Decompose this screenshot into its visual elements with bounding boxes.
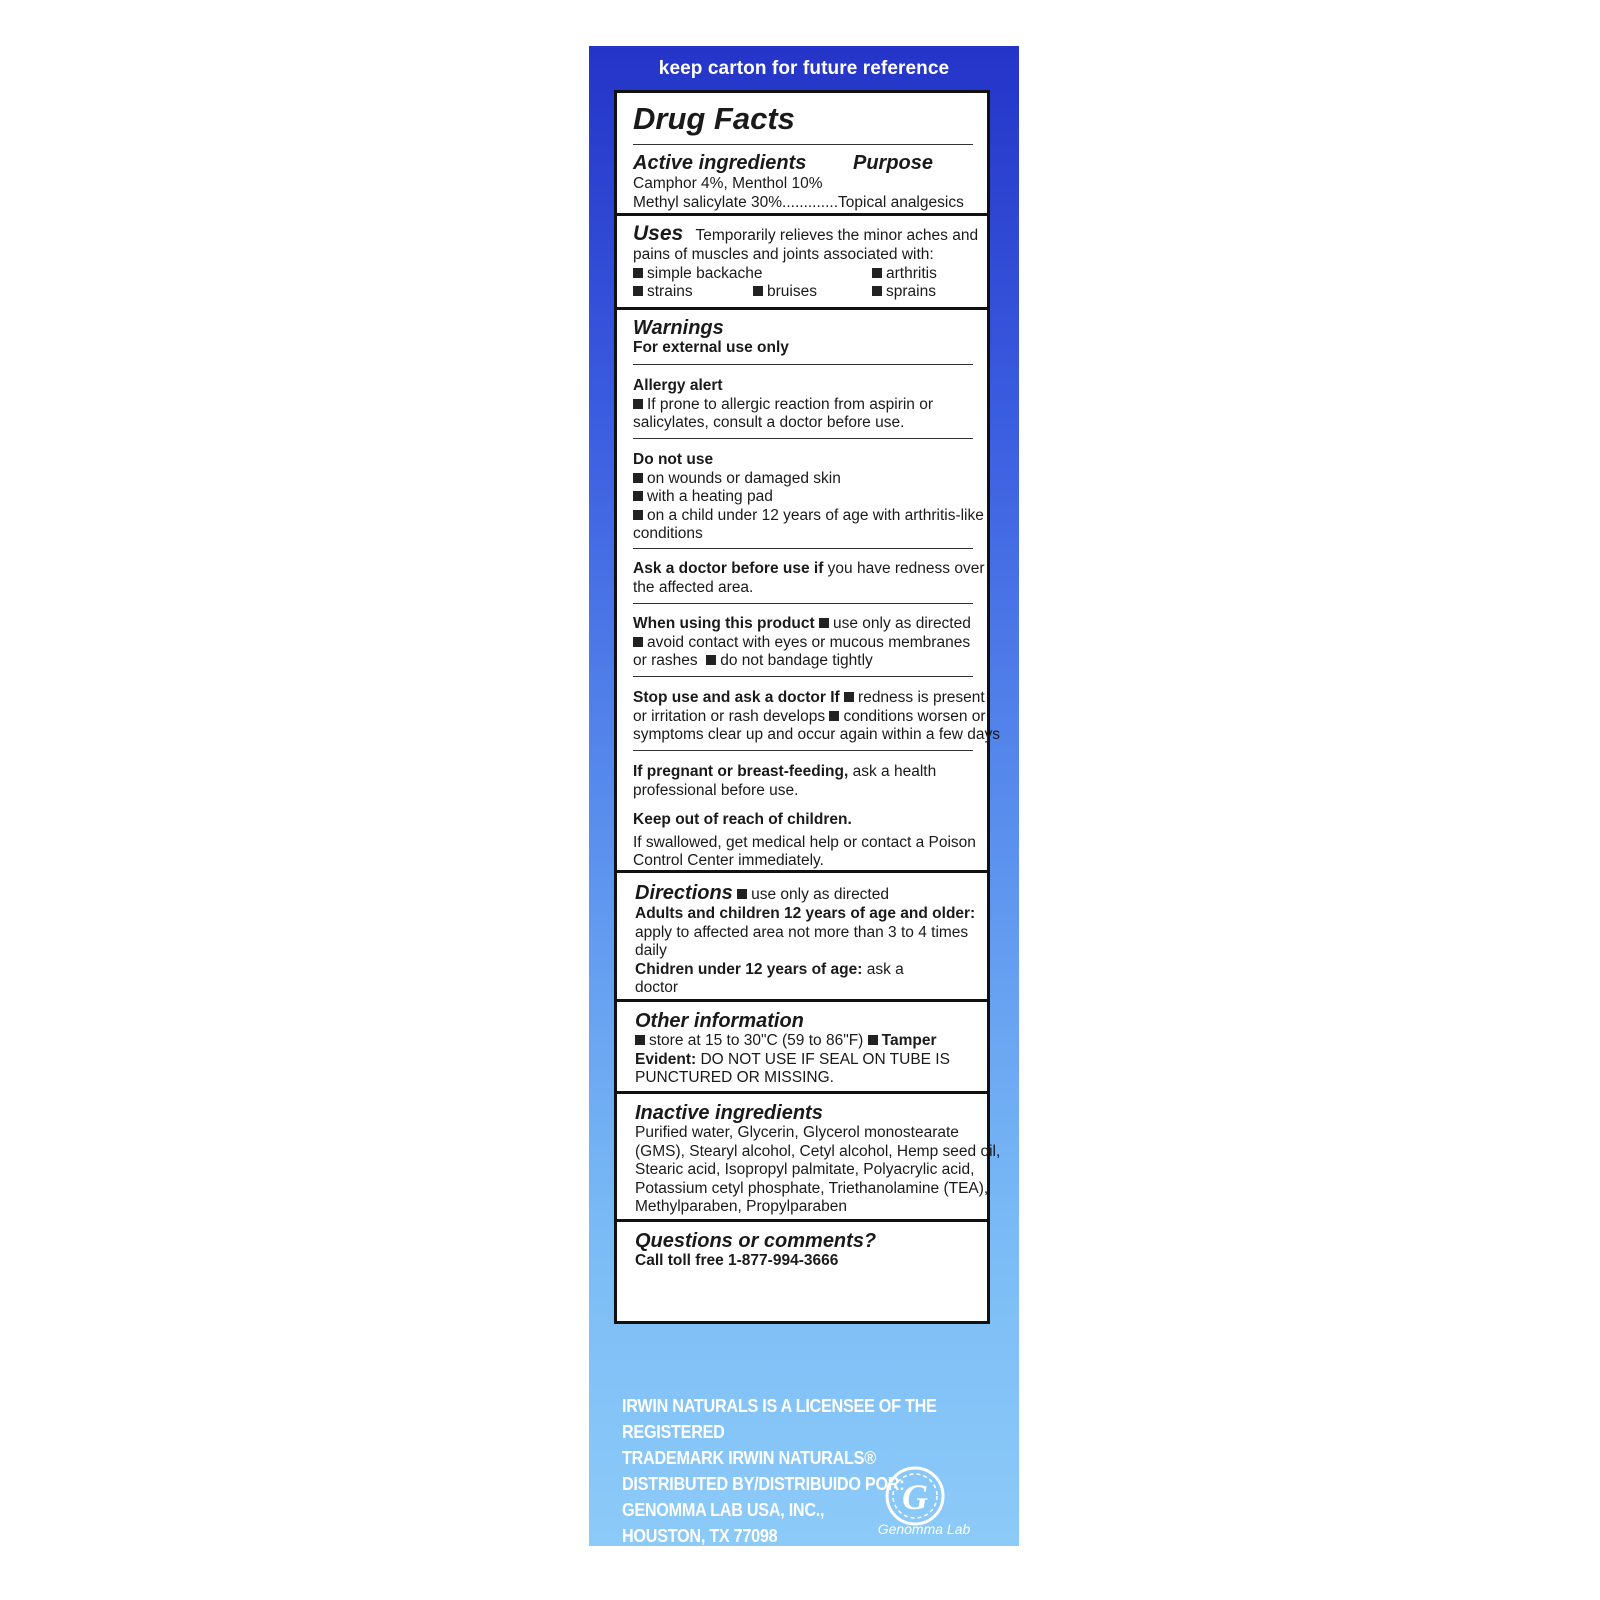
logo-letter: G bbox=[902, 1477, 928, 1517]
allergy-alert bbox=[633, 377, 981, 433]
pregnancy-warning bbox=[633, 763, 981, 800]
stop-use bbox=[633, 689, 1001, 745]
active-line-2: Methyl salicylate 30%.............Topical analgesics bbox=[633, 193, 964, 211]
allergy-text-1: If prone to allergic reaction from aspirin or bbox=[647, 395, 934, 413]
inactive-line: (GMS), Stearyl alcohol, Cetyl alcohol, Hemp seed oil, bbox=[635, 1142, 1001, 1160]
when-item: or rashes bbox=[633, 652, 698, 670]
ask-doctor-text: you have redness over bbox=[823, 560, 985, 577]
footer-website: WWW.GENOMMALAB.US bbox=[622, 1552, 814, 1572]
stop-item: conditions worsen or bbox=[843, 707, 986, 725]
pregnancy-text-2: professional before use. bbox=[633, 781, 799, 799]
pregnancy-heading: If pregnant or breast-feeding, bbox=[633, 763, 849, 780]
directions-children-heading: Chidren under 12 years of age: bbox=[635, 960, 863, 978]
bullet-square-icon bbox=[872, 268, 882, 278]
pregnancy-text: ask a health bbox=[848, 763, 937, 780]
inactive-line: Potassium cetyl phosphate, Triethanolamine (TEA), bbox=[635, 1179, 989, 1197]
active-ingredients-section bbox=[633, 151, 981, 212]
allergy-heading: Allergy alert bbox=[633, 377, 723, 394]
bullet-square-icon bbox=[737, 889, 747, 899]
uses-intro-1: Temporarily relieves the minor aches and bbox=[695, 227, 979, 244]
keep-out-heading: Keep out of reach of children. bbox=[633, 811, 852, 828]
directions-children-text-2: doctor bbox=[635, 979, 679, 997]
tamper-heading: Tamper bbox=[881, 1032, 937, 1049]
tamper-heading-2: Evident: bbox=[635, 1050, 697, 1068]
bullet-square-icon bbox=[844, 692, 854, 702]
keep-out-text-2: Control Center immediately. bbox=[633, 852, 824, 870]
stop-item: redness is present bbox=[858, 689, 985, 706]
other-info-heading: Other information bbox=[635, 1010, 804, 1032]
ask-doctor-heading: Ask a doctor before use if bbox=[633, 560, 824, 577]
directions-adults-text: apply to affected area not more than 3 to 4 times bbox=[635, 923, 969, 941]
bullet-square-icon bbox=[633, 491, 643, 501]
footer-line: DISTRIBUTED BY/DISTRIBUIDO POR: bbox=[622, 1474, 905, 1494]
ask-doctor bbox=[633, 560, 985, 597]
bullet-square-icon bbox=[635, 1035, 645, 1045]
warnings-section bbox=[633, 317, 981, 358]
uses-item: simple backache bbox=[633, 265, 762, 284]
when-using-heading: When using this product bbox=[633, 615, 815, 632]
dnu-item: on wounds or damaged skin bbox=[647, 469, 841, 487]
dnu-item: on a child under 12 years of age with arthritis-like bbox=[647, 506, 984, 524]
stop-item: or irritation or rash develops bbox=[633, 707, 826, 725]
bullet-square-icon bbox=[872, 286, 882, 296]
drug-facts-box bbox=[614, 90, 1001, 1324]
carton-panel bbox=[589, 46, 1019, 1572]
questions-heading: Questions or comments? bbox=[635, 1230, 877, 1252]
allergy-text-2: salicylates, consult a doctor before use. bbox=[633, 414, 905, 432]
stop-use-heading: Stop use and ask a doctor If bbox=[633, 689, 840, 706]
active-ingredients-heading: Active ingredients bbox=[633, 152, 807, 174]
external-use-note: For external use only bbox=[633, 339, 789, 356]
uses-item: sprains bbox=[872, 283, 936, 302]
phone-number: Call toll free 1-877-994-3666 bbox=[635, 1252, 839, 1269]
do-not-use bbox=[633, 451, 984, 544]
bullet-square-icon bbox=[633, 286, 643, 296]
when-item: use only as directed bbox=[833, 615, 971, 632]
directions-section bbox=[635, 881, 981, 998]
uses-item: arthritis bbox=[872, 265, 937, 284]
keep-carton-note: keep carton for future reference bbox=[658, 58, 950, 79]
questions-section bbox=[635, 1230, 981, 1271]
inactive-line: Methylparaben, Propylparaben bbox=[635, 1198, 847, 1216]
footer-line: IRWIN NATURALS IS A LICENSEE OF THE REGISTERED bbox=[622, 1396, 937, 1442]
uses-section bbox=[633, 222, 981, 302]
bullet-square-icon bbox=[706, 655, 716, 665]
footer-line: GENOMMA LAB USA, INC., bbox=[622, 1500, 825, 1520]
genomma-lab-logo-icon bbox=[849, 1466, 999, 1536]
dnu-item-cont: conditions bbox=[633, 525, 703, 543]
inactive-ingredients-section bbox=[635, 1102, 1001, 1217]
directions-adults-text-2: daily bbox=[635, 942, 667, 960]
bullet-square-icon bbox=[633, 268, 643, 278]
drug-facts-title: Drug Facts bbox=[633, 101, 795, 136]
inactive-line: Stearic acid, Isopropyl palmitate, Polyacrylic acid, bbox=[635, 1161, 975, 1179]
dnu-item: with a heating pad bbox=[647, 488, 773, 506]
ask-doctor-text-2: the affected area. bbox=[633, 578, 754, 596]
other-info-section bbox=[635, 1010, 981, 1088]
when-using bbox=[633, 615, 981, 671]
when-item: do not bandage tightly bbox=[720, 652, 873, 670]
uses-item: strains bbox=[633, 283, 693, 302]
uses-heading: Uses bbox=[633, 222, 684, 245]
footer-line: HOUSTON, TX 77098 bbox=[622, 1526, 778, 1546]
directions-text: use only as directed bbox=[751, 886, 889, 903]
bullet-square-icon bbox=[868, 1035, 878, 1045]
bullet-square-icon bbox=[633, 473, 643, 483]
bullet-square-icon bbox=[633, 510, 643, 520]
when-item: avoid contact with eyes or mucous membranes bbox=[647, 633, 971, 651]
bullet-square-icon bbox=[819, 618, 829, 628]
keep-out-text: If swallowed, get medical help or contact a Poison bbox=[633, 833, 976, 851]
directions-heading: Directions bbox=[635, 882, 733, 904]
stop-item-cont: symptoms clear up and occur again within a few days bbox=[633, 726, 1001, 744]
logo-name: Genomma Lab bbox=[877, 1521, 971, 1536]
bullet-square-icon bbox=[753, 286, 763, 296]
tamper-text-2: PUNCTURED OR MISSING. bbox=[635, 1069, 834, 1087]
bullet-square-icon bbox=[633, 399, 643, 409]
bullet-square-icon bbox=[633, 637, 643, 647]
uses-item: bruises bbox=[753, 283, 817, 302]
active-line-1: Camphor 4%, Menthol 10% bbox=[633, 175, 823, 192]
inactive-heading: Inactive ingredients bbox=[635, 1102, 823, 1124]
footer-line: TRADEMARK IRWIN NATURALS® bbox=[622, 1448, 876, 1468]
uses-intro-2: pains of muscles and joints associated with: bbox=[633, 246, 934, 263]
directions-adults-heading: Adults and children 12 years of age and older: bbox=[635, 905, 976, 922]
tamper-text: DO NOT USE IF SEAL ON TUBE IS bbox=[696, 1050, 950, 1068]
do-not-use-heading: Do not use bbox=[633, 451, 714, 468]
bullet-square-icon bbox=[829, 711, 839, 721]
directions-children-text: ask a bbox=[862, 960, 904, 978]
purpose-heading: Purpose bbox=[853, 152, 934, 174]
keep-out-of-reach bbox=[633, 811, 981, 871]
warnings-heading: Warnings bbox=[633, 317, 724, 339]
inactive-line: Purified water, Glycerin, Glycerol monostearate bbox=[635, 1124, 959, 1141]
storage-text: store at 15 to 30"C (59 to 86"F) bbox=[649, 1032, 864, 1049]
